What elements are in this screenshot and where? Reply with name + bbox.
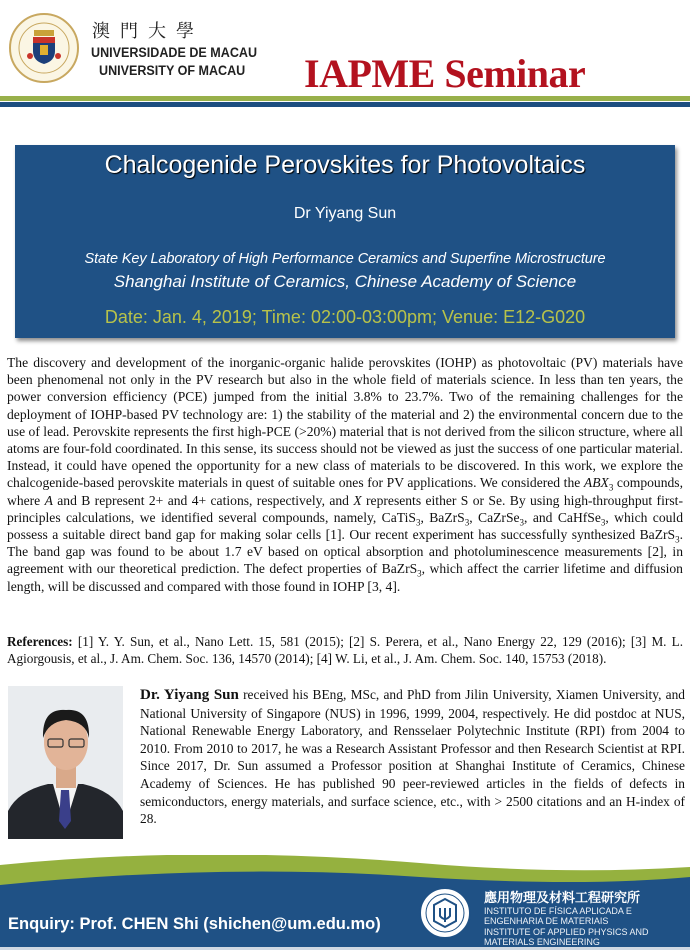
abstract [7,354,683,595]
university-seal-logo [8,12,80,84]
divider-green [0,96,690,101]
abstract-subscript: 3 [608,483,614,494]
abstract-text: represents either S or Se. By using high-throughput first-principles calculations, we identified several compounds, namely, CaTiS [7,492,683,525]
bio-text: received his BEng, MSc, and PhD from Jilin University, Xiamen University, and National University of Singapore (NUS) in 1996, 1999, 2004, respectively. He did postdoc at NUS, National Renewable Energy Laboratory, and Rensselaer Polytechnic Institute (RPI) from 2004 to 2010. From 2010 to 2017, he was a Research Assistant Professor and then Research Scientist at RPI. Since 2017, Dr. Sun assumed a Professor position at Shanghai Institute of Ceramics, Chinese Academy of Sciences. He has published 90 peer-reviewed articles in the fields of defects in semiconductors, energy materials, and surface science, etc., with > 2500 citations and an H-index of 28. [140,687,685,827]
speaker-affiliation-lab: State Key Laboratory of High Performance Ceramics and Superfine Microstructure [84,251,606,267]
speaker-photo [8,686,123,839]
references-text: [1] Y. Y. Sun, et al., Nano Lett. 15, 581 (2015); [2] S. Perera, et al., Nano Energy 22, 129 (2016); [3] M. L. Agiorgousis, et al., J. Am. Chem. Soc. 136, 14570 (2014); [4] W. Li, et al., J. Am. Chem. Soc. 140, 15753 (2018). [7,634,683,667]
university-name-english: UNIVERSITY OF MACAU [99,63,246,78]
institute-name-english: INSTITUTE OF APPLIED PHYSICS AND MATERIALS ENGINEERING [484,927,649,947]
university-name-chinese: 澳門大學 [92,21,204,42]
institute-logo [418,886,472,940]
abstract-text: , BaZrS [420,509,465,525]
abstract-subscript: 3 [415,517,421,528]
abstract-italic: ABX [583,475,609,491]
abstract-text: compounds, where [7,475,683,508]
divider-blue [0,102,690,107]
abstract-text: . The band gap was found to be about 1.7 eV based on optical absorption and photoluminescence measurements [2], in agreement with our theoretical prediction. The defect properties of BaZrS [7,527,683,577]
speaker-affiliation-institute: Shanghai Institute of Ceramics, Chinese Academy of Science [113,272,577,291]
abstract-subscript: 3 [519,517,525,528]
abstract-text: The discovery and development of the inorganic-organic halide perovskites (IOHP) as photovoltaic (PV) materials have been phenomenal not only in the PV research but also in the whole field of materials science. In less than ten years, the power conversion efficiency (PCE) jumped from the initial 3.8% to 23.7%. Two of the remaining challenges for the deployment of IOHP-based PV technology are: 1) the stability of the material and 2) the environmental concern due to the use of lead. Perovskite represents the first high-PCE (>20%) material that is not derived from the silicon structure, where all atoms are four-fold coordinated. In this sense, its success should not be viewed as just the success of one particular material. Instead, it could have opened the opportunity for a new class of materials to be discovered. In this work, we explore the chalcogenide-based perovskite materials in quest of suitable ones for PV applications. We considered the [7,355,683,491]
references [7,633,683,668]
talk-title: Chalcogenide Perovskites for Photovoltaics [104,151,586,179]
abstract-text: , and CaHfSe [524,509,601,525]
abstract-text: and B represent 2+ and 4+ cations, respectively, and [52,492,354,508]
seminar-title: IAPME Seminar [304,51,586,96]
speaker-bio [140,686,685,828]
abstract-text: , which affect the carrier lifetime and diffusion length, will be discussed and compared with those found in IOHP [3, 4]. [7,561,683,594]
references-label: References: [7,634,73,649]
abstract-subscript: 3 [464,517,470,528]
abstract-text: , which could possess a suitable direct band gap for making solar cells [1]. Our recent experiment has successfully synthesized BaZrS [7,509,683,543]
university-name-portuguese: UNIVERSIDADE DE MACAU [91,45,258,60]
speaker-name: Dr Yiyang Sun [293,205,397,222]
abstract-italic: A [44,492,53,508]
institute-name-portuguese: INSTITUTO DE FÍSICA APLICADA E ENGENHARIA DE MATERIAIS [484,906,632,926]
abstract-subscript: 3 [675,534,680,545]
abstract-subscript: 3 [417,569,422,580]
bio-name: Dr. Yiyang Sun [140,687,239,703]
talk-banner [15,145,675,338]
schedule: Date: Jan. 4, 2019; Time: 02:00-03:00pm; Venue: E12-G020 [104,307,586,327]
abstract-text: , CaZrSe [469,509,520,525]
abstract-italic: X [353,492,362,508]
enquiry-contact: Enquiry: Prof. CHEN Shi (shichen@um.edu.mo) [8,915,381,933]
abstract-subscript: 3 [600,517,606,528]
institute-name-chinese: 應用物理及材料工程研究所 [484,891,641,906]
